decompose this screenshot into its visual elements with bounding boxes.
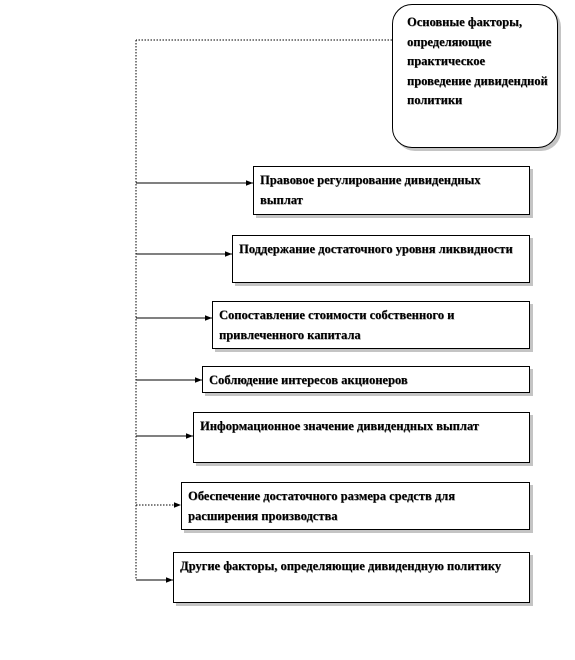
factor-box-3 [212, 301, 530, 349]
root-factor-box [392, 4, 558, 148]
factor-label-7: Другие факторы, определяющие дивидендную политику [180, 559, 502, 573]
factor-label-2: Поддержание достаточного уровня ликвидности [239, 242, 513, 256]
factor-label-5: Информационное значение дивидендных выплат [200, 419, 479, 433]
factor-label-1: Правовое регулирование дивидендных выплат [260, 173, 481, 207]
factor-box-5 [193, 412, 530, 463]
factor-box-7 [173, 552, 530, 603]
factor-box-6 [181, 482, 530, 530]
factor-label-4: Соблюдение интересов акционеров [209, 373, 408, 387]
factor-label-6: Обеспечение достаточного размера средств для расширения производства [188, 489, 455, 523]
factor-box-1 [253, 166, 530, 215]
root-factor-label: Основные факторы, определяющие практическое проведение дивидендной политики [407, 15, 548, 107]
factor-box-4 [202, 366, 530, 393]
factor-box-2 [232, 235, 530, 283]
factor-label-3: Сопоставление стоимости собственного и привлеченного капитала [219, 308, 455, 342]
